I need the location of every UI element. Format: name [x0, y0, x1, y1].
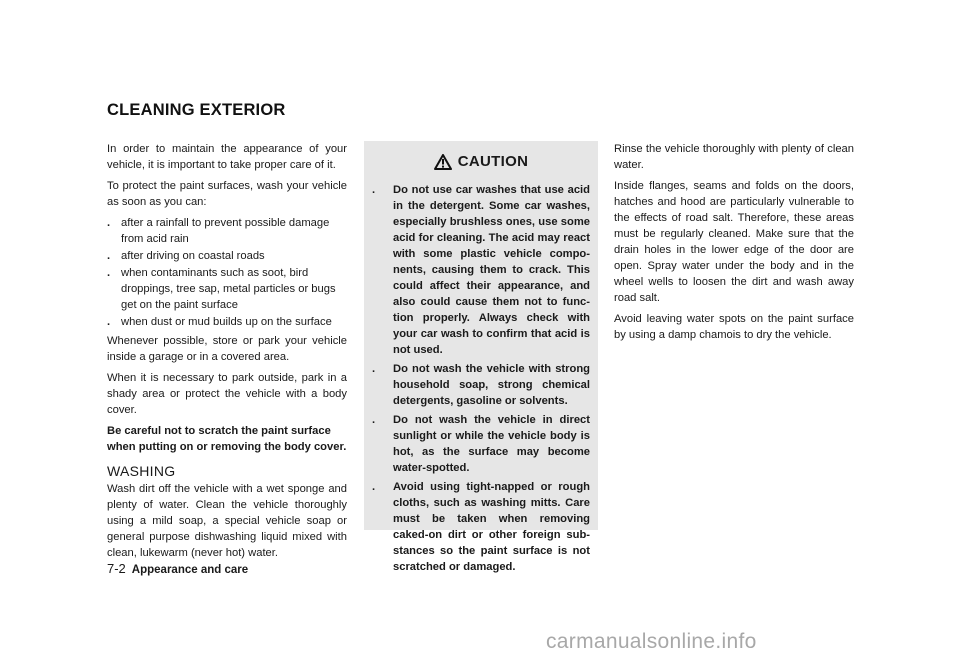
caution-item: . Do not wash the vehicle in direct sunlight or while the vehicle body is hot, as the surface may become water-spotted.	[372, 414, 590, 474]
right-column	[614, 141, 854, 348]
water-spots-paragraph: Avoid leaving water spots on the paint surface by using a damp chamois to dry the vehicle.	[614, 313, 854, 341]
list-item: . after driving on coastal roads	[107, 250, 265, 262]
caution-list	[372, 182, 590, 575]
washing-heading: WASHING	[107, 463, 176, 479]
page-footer	[107, 561, 248, 576]
bullet-icon: .	[372, 414, 376, 426]
caution-title: CAUTION	[457, 153, 529, 170]
park-outside-paragraph: When it is necessary to park outside, park in a shady area or protect the vehicle with a body cover.	[107, 372, 347, 416]
page-heading: CLEANING EXTERIOR	[107, 101, 286, 119]
rinse-paragraph: Rinse the vehicle thoroughly with plenty of clean water.	[614, 143, 854, 171]
caution-header	[372, 153, 590, 170]
list-item: . when contaminants such as soot, bird droppings, tree sap, metal particles or bugs get on the paint surface	[107, 267, 336, 311]
bullet-icon: .	[107, 250, 111, 262]
bullet-icon: .	[107, 267, 111, 279]
list-item: . after a rainfall to prevent possible damage from acid rain	[107, 217, 330, 245]
bullet-icon: .	[107, 316, 111, 328]
bullet-icon: .	[372, 363, 376, 375]
left-column	[107, 141, 347, 566]
caution-box	[364, 141, 598, 573]
section-name: Appearance and care	[131, 564, 249, 576]
caution-item: . Do not use car washes that use acid in the detergent. Some car washes, especially brushless ones, use some acid for cleaning. The acid may react with some plastic vehicle compo-nents, causing them to crack. This could affect their appearance, and also could cause them not to func-tion properly. Always check with your car wash to confirm that acid is not used.	[372, 184, 590, 356]
watermark: carmanualsonline.info	[546, 630, 757, 653]
store-paragraph: Whenever possible, store or park your vehicle inside a garage or in a covered area.	[107, 335, 347, 363]
protect-paragraph: To protect the paint surfaces, wash your vehicle as soon as you can:	[107, 180, 347, 208]
intro-paragraph: In order to maintain the appearance of your vehicle, it is important to take proper care of it.	[107, 143, 347, 171]
caution-item: . Avoid using tight-napped or rough cloths, such as washing mitts. Care must be taken when removing caked-on dirt or other foreign sub-stances so the paint surface is not scratched or damaged.	[372, 481, 590, 573]
bullet-icon: .	[372, 481, 376, 493]
flanges-paragraph: Inside flanges, seams and folds on the doors, hatches and hood are particularly vulnerable to the effects of road salt. Therefore, these areas must be regularly cleaned. Make sure that the drain holes in the lower edge of the door are open. Spray water under the body and in the wheel wells to loosen the dirt and wash away road salt.	[614, 180, 854, 304]
careful-warning-text: Be careful not to scratch the paint surface when putting on or removing the body cover.	[107, 425, 347, 453]
caution-item: . Do not wash the vehicle with strong household soap, strong chemical detergents, gasoline or solvents.	[372, 363, 590, 407]
bullet-icon: .	[372, 184, 376, 196]
warning-triangle-icon	[434, 154, 452, 170]
washing-paragraph: Wash dirt off the vehicle with a wet sponge and plenty of water. Clean the vehicle thoroughly using a mild soap, a special vehicle soap or general purpose dishwashing liquid mixed with clean, lukewarm (never hot) water.	[107, 483, 347, 559]
wash-conditions-list	[107, 215, 347, 330]
page-number: 7-2	[107, 561, 126, 576]
bullet-icon: .	[107, 217, 111, 229]
list-item: . when dust or mud builds up on the surface	[107, 316, 332, 328]
